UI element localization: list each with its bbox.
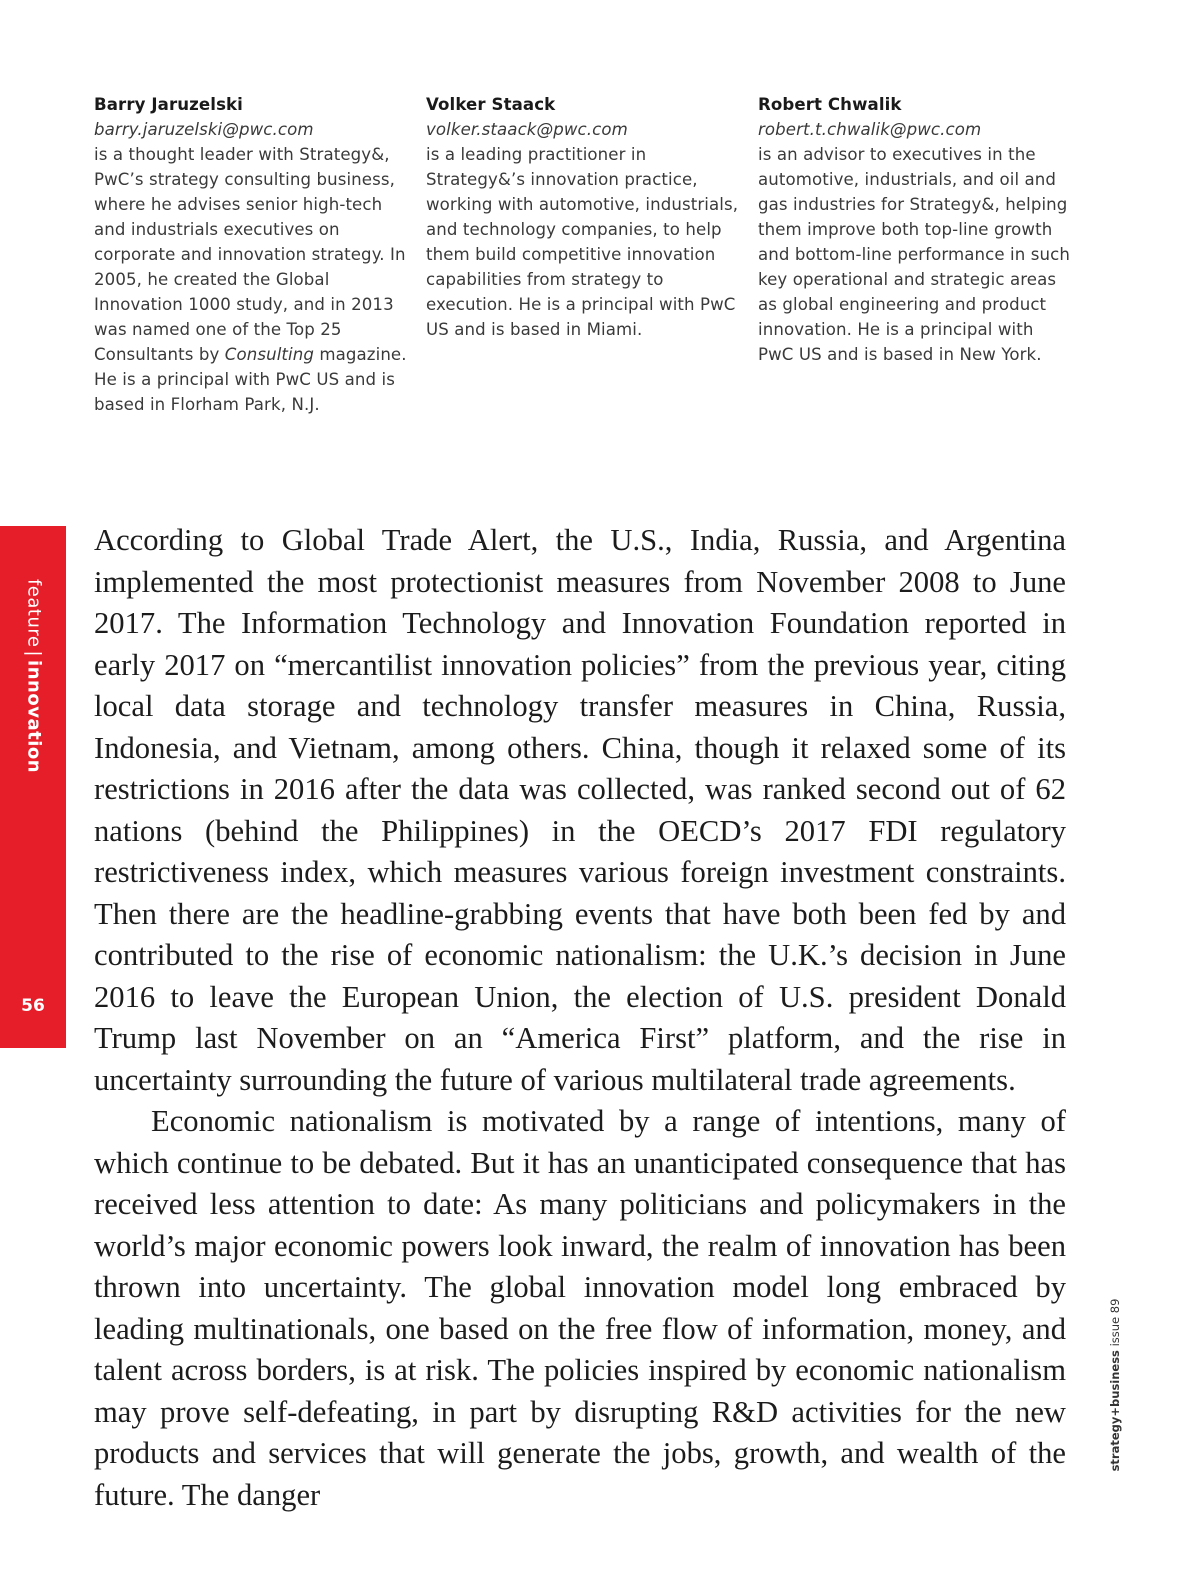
author-bios — [94, 92, 1074, 452]
page-number: 56 — [21, 996, 45, 1016]
section-topic: innovation — [23, 660, 45, 774]
author-name: Barry Jaruzelski — [94, 95, 243, 114]
publication-issue: issue 89 — [1108, 1298, 1122, 1347]
author-bio — [758, 92, 1074, 367]
author-description: is an advisor to executives in the automotive, industrials, and oil and gas industries for Strategy&, helping them improve both top-line growth and bottom-line performance in such key operational and strategic areas as global engineering and product innovation. He is a principal with PwC US and is based in New York. — [758, 145, 1070, 364]
author-name: Robert Chwalik — [758, 95, 902, 114]
author-bio — [426, 92, 744, 342]
author-description — [94, 142, 412, 417]
author-name: Volker Staack — [426, 95, 556, 114]
article-body — [94, 520, 1066, 1516]
author-description: is a leading practitioner in Strategy&’s innovation practice, working with automotive, industrials, and technology companies, to help them build competitive innovation capabilities from strategy to execution. He is a principal with PwC US and is based in Miami. — [426, 145, 739, 339]
author-email: robert.t.chwalik@pwc.com — [758, 120, 982, 139]
author-email: barry.jaruzelski@pwc.com — [94, 120, 314, 139]
author-description-text: is a thought leader with Strategy&, PwC’s strategy consulting business, where he advises senior high-tech and industrials executives on corporate and innovation strategy. In 2005, he created the Global Innovation 1000 study, and in 2013 was named one of the Top 25 Consultants by — [94, 145, 406, 364]
article-paragraph: Economic nationalism is motivated by a range of intentions, many of which continue to be debated. But it has an unanticipated consequence that has received less attention to date: As many politicians and policymakers in the world’s major economic powers look inward, the realm of innovation has been thrown into uncertainty. The global innovation model long embraced by leading multinationals, one based on the free flow of information, money, and talent across borders, is at risk. The policies inspired by economic nationalism may prove self-defeating, in part by disrupting R&D activities for the new products and services that will generate the jobs, growth, and wealth of the future. The danger — [94, 1104, 1066, 1512]
author-description-text: magazine. He is a principal with PwC US and is based in Florham Park, N.J. — [94, 345, 407, 414]
publication-footer — [1108, 1299, 1122, 1472]
section-label — [24, 579, 45, 773]
author-bio — [94, 92, 412, 417]
article-paragraph: According to Global Trade Alert, the U.S., India, Russia, and Argentina implemented the most protectionist measures from November 2008 to June 2017. The Information Technology and Innovation Foundation reported in early 2017 on “mercantilist innovation policies” from the previous year, citing local data storage and technology transfer measures in China, Russia, Indonesia, and Vietnam, among others. China, though it relaxed some of its restrictions in 2016 after the data was collected, was ranked second out of 62 nations (behind the Philippines) in the OECD’s 2017 FDI regulatory restrictiveness index, which measures various foreign investment constraints. Then there are the headline-grabbing events that have both been fed by and contributed to the rise of economic nationalism: the U.K.’s decision in June 2016 to leave the European Union, the election of U.S. president Donald Trump last November on an “America First” platform, and the rise in uncertainty surrounding the future of various multilateral trade agreements. — [94, 523, 1066, 1097]
author-email: volker.staack@pwc.com — [426, 120, 628, 139]
publication-name: strategy+business — [1108, 1350, 1122, 1472]
section-separator: | — [23, 650, 45, 658]
magazine-title: Consulting — [224, 345, 314, 364]
section-name: feature — [23, 578, 45, 648]
